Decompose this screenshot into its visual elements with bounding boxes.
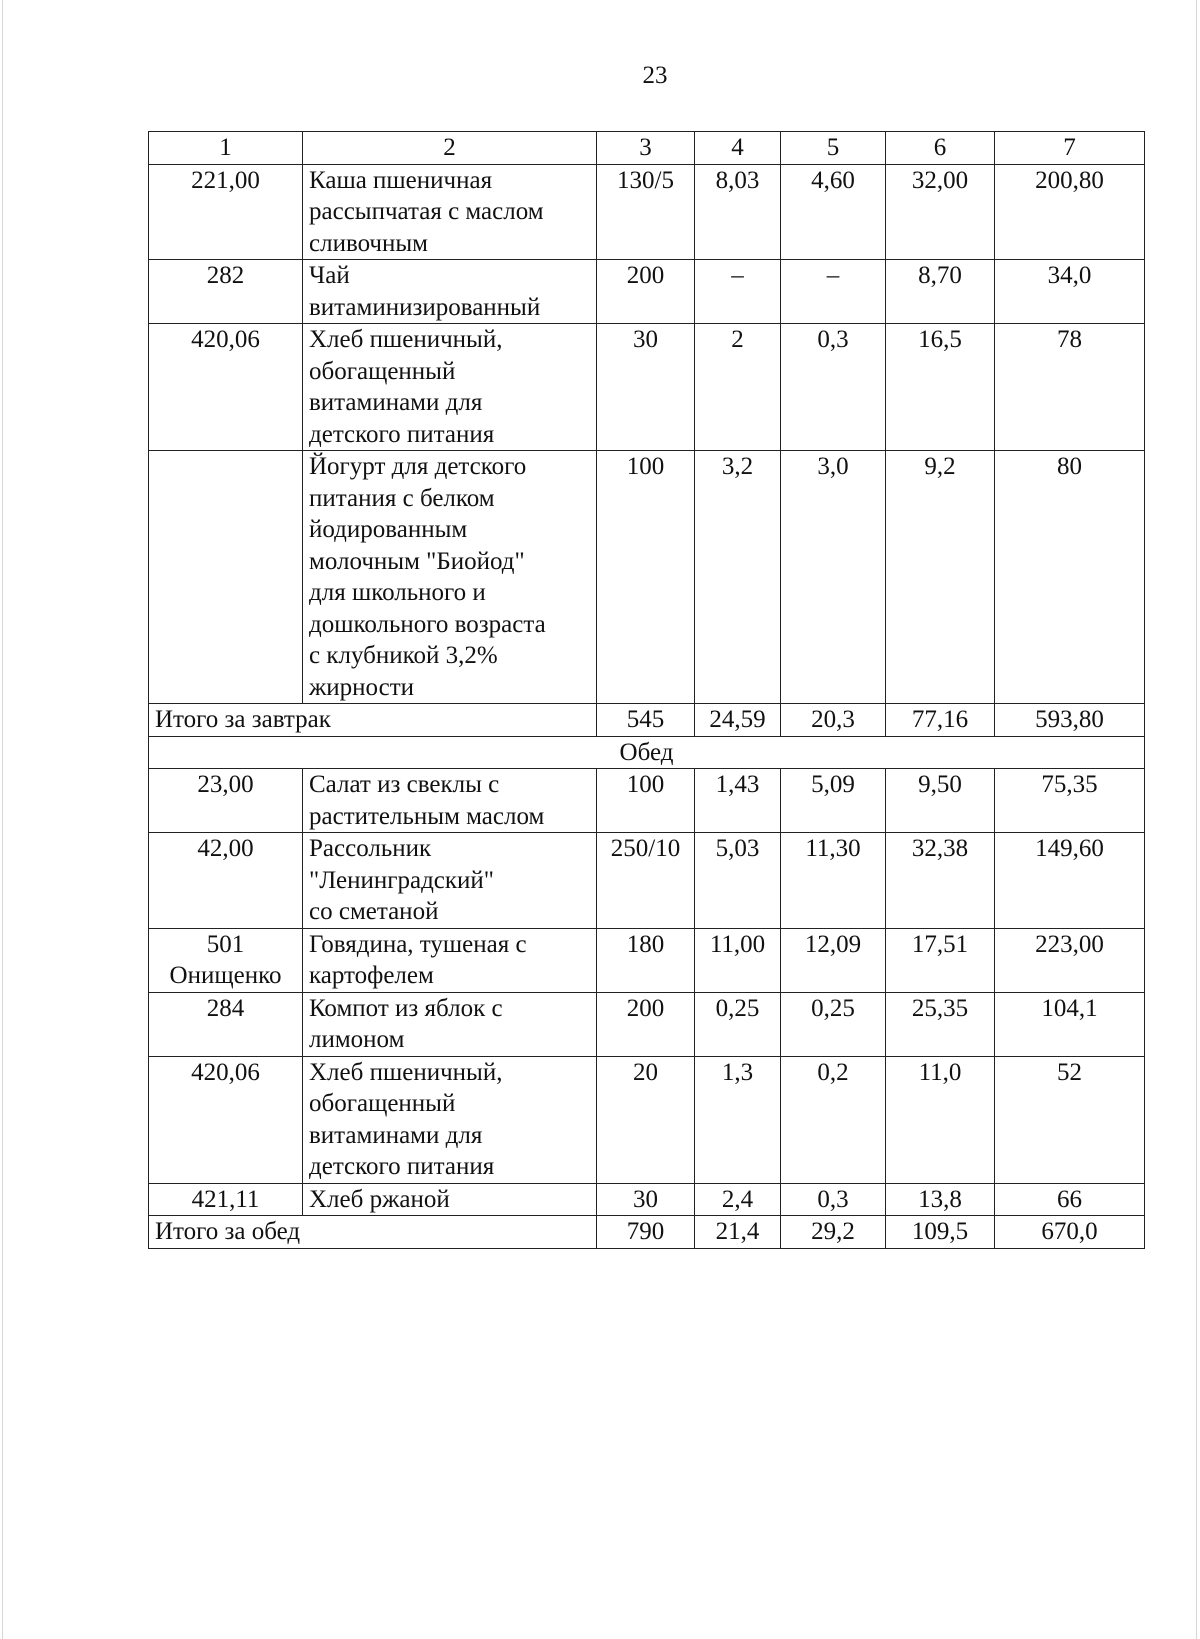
value-cell-7: 78 bbox=[995, 324, 1145, 451]
table-row bbox=[149, 992, 1145, 1056]
portion-cell: 100 bbox=[597, 769, 695, 833]
total-value-cell-5: 29,2 bbox=[781, 1216, 886, 1249]
total-portion-cell: 790 bbox=[597, 1216, 695, 1249]
value-cell-4: 3,2 bbox=[695, 451, 781, 704]
header-cell-3: 3 bbox=[597, 132, 695, 165]
table-row bbox=[149, 833, 1145, 929]
scan-edge-left bbox=[2, 0, 3, 1639]
total-value-cell-6: 77,16 bbox=[886, 704, 995, 737]
table-row bbox=[149, 769, 1145, 833]
portion-cell: 200 bbox=[597, 992, 695, 1056]
portion-cell: 100 bbox=[597, 451, 695, 704]
table-row bbox=[149, 260, 1145, 324]
dish-name-cell: Говядина, тушеная с картофелем bbox=[303, 928, 597, 992]
dish-name-cell: Хлеб пшеничный, обогащенный витаминами для детского питания bbox=[303, 1056, 597, 1183]
value-cell-4: 2 bbox=[695, 324, 781, 451]
dish-name-cell: Каша пшеничная рассыпчатая с маслом сливочным bbox=[303, 164, 597, 260]
table-row bbox=[149, 1183, 1145, 1216]
value-cell-6: 9,2 bbox=[886, 451, 995, 704]
recipe-code-cell: 421,11 bbox=[149, 1183, 303, 1216]
value-cell-5: 0,25 bbox=[781, 992, 886, 1056]
value-cell-4: 1,3 bbox=[695, 1056, 781, 1183]
menu-table-body bbox=[149, 132, 1145, 1249]
recipe-code-cell: 501 Онищенко bbox=[149, 928, 303, 992]
breakfast-total-row bbox=[149, 704, 1145, 737]
value-cell-7: 80 bbox=[995, 451, 1145, 704]
value-cell-7: 149,60 bbox=[995, 833, 1145, 929]
value-cell-5: 12,09 bbox=[781, 928, 886, 992]
dish-name-cell: Салат из свеклы с растительным маслом bbox=[303, 769, 597, 833]
page-number: 23 bbox=[642, 62, 668, 89]
value-cell-5: 4,60 bbox=[781, 164, 886, 260]
value-cell-6: 9,50 bbox=[886, 769, 995, 833]
value-cell-5: 5,09 bbox=[781, 769, 886, 833]
portion-cell: 130/5 bbox=[597, 164, 695, 260]
dish-name-cell: Йогурт для детского питания с белком йодированным молочным "Биойод" для школьного и дошкольного возраста с клубникой 3,2% жирности bbox=[303, 451, 597, 704]
value-cell-5: 3,0 bbox=[781, 451, 886, 704]
portion-cell: 30 bbox=[597, 1183, 695, 1216]
value-cell-5: 0,3 bbox=[781, 1183, 886, 1216]
recipe-code-cell: 23,00 bbox=[149, 769, 303, 833]
value-cell-4: 1,43 bbox=[695, 769, 781, 833]
total-value-cell-4: 21,4 bbox=[695, 1216, 781, 1249]
total-value-cell-7: 670,0 bbox=[995, 1216, 1145, 1249]
lunch-total-row bbox=[149, 1216, 1145, 1249]
recipe-code-cell: 282 bbox=[149, 260, 303, 324]
lunch-section-row bbox=[149, 736, 1145, 769]
header-cell-7: 7 bbox=[995, 132, 1145, 165]
table-row bbox=[149, 451, 1145, 704]
dish-name-cell: Чай витаминизированный bbox=[303, 260, 597, 324]
value-cell-6: 16,5 bbox=[886, 324, 995, 451]
value-cell-7: 104,1 bbox=[995, 992, 1145, 1056]
value-cell-4: 11,00 bbox=[695, 928, 781, 992]
total-portion-cell: 545 bbox=[597, 704, 695, 737]
total-label-cell: Итого за обед bbox=[149, 1216, 597, 1249]
header-cell-5: 5 bbox=[781, 132, 886, 165]
recipe-code-cell: 284 bbox=[149, 992, 303, 1056]
table-row bbox=[149, 928, 1145, 992]
header-row bbox=[149, 132, 1145, 165]
header-cell-2: 2 bbox=[303, 132, 597, 165]
value-cell-6: 8,70 bbox=[886, 260, 995, 324]
value-cell-5: 11,30 bbox=[781, 833, 886, 929]
value-cell-4: 2,4 bbox=[695, 1183, 781, 1216]
portion-cell: 180 bbox=[597, 928, 695, 992]
table-row bbox=[149, 324, 1145, 451]
dish-name-cell: Хлеб пшеничный, обогащенный витаминами для детского питания bbox=[303, 324, 597, 451]
value-cell-6: 25,35 bbox=[886, 992, 995, 1056]
table-row bbox=[149, 1056, 1145, 1183]
portion-cell: 20 bbox=[597, 1056, 695, 1183]
total-label-cell: Итого за завтрак bbox=[149, 704, 597, 737]
value-cell-6: 32,38 bbox=[886, 833, 995, 929]
portion-cell: 200 bbox=[597, 260, 695, 324]
scan-edge-right bbox=[1196, 0, 1197, 1639]
value-cell-5: – bbox=[781, 260, 886, 324]
value-cell-7: 34,0 bbox=[995, 260, 1145, 324]
header-cell-6: 6 bbox=[886, 132, 995, 165]
portion-cell: 30 bbox=[597, 324, 695, 451]
recipe-code-cell: 420,06 bbox=[149, 324, 303, 451]
value-cell-5: 0,3 bbox=[781, 324, 886, 451]
dish-name-cell: Рассольник "Ленинградский" со сметаной bbox=[303, 833, 597, 929]
value-cell-6: 13,8 bbox=[886, 1183, 995, 1216]
menu-table bbox=[148, 131, 1145, 1249]
value-cell-6: 11,0 bbox=[886, 1056, 995, 1183]
value-cell-5: 0,2 bbox=[781, 1056, 886, 1183]
header-cell-1: 1 bbox=[149, 132, 303, 165]
value-cell-6: 17,51 bbox=[886, 928, 995, 992]
total-value-cell-6: 109,5 bbox=[886, 1216, 995, 1249]
value-cell-6: 32,00 bbox=[886, 164, 995, 260]
value-cell-4: 0,25 bbox=[695, 992, 781, 1056]
value-cell-7: 75,35 bbox=[995, 769, 1145, 833]
value-cell-7: 66 bbox=[995, 1183, 1145, 1216]
recipe-code-cell: 42,00 bbox=[149, 833, 303, 929]
recipe-code-cell bbox=[149, 451, 303, 704]
portion-cell: 250/10 bbox=[597, 833, 695, 929]
value-cell-4: 8,03 bbox=[695, 164, 781, 260]
value-cell-7: 223,00 bbox=[995, 928, 1145, 992]
total-value-cell-4: 24,59 bbox=[695, 704, 781, 737]
section-label-cell: Обед bbox=[149, 736, 1145, 769]
value-cell-7: 200,80 bbox=[995, 164, 1145, 260]
dish-name-cell: Хлеб ржаной bbox=[303, 1183, 597, 1216]
total-value-cell-5: 20,3 bbox=[781, 704, 886, 737]
recipe-code-cell: 420,06 bbox=[149, 1056, 303, 1183]
value-cell-7: 52 bbox=[995, 1056, 1145, 1183]
value-cell-4: 5,03 bbox=[695, 833, 781, 929]
dish-name-cell: Компот из яблок с лимоном bbox=[303, 992, 597, 1056]
total-value-cell-7: 593,80 bbox=[995, 704, 1145, 737]
table-row bbox=[149, 164, 1145, 260]
recipe-code-cell: 221,00 bbox=[149, 164, 303, 260]
value-cell-4: – bbox=[695, 260, 781, 324]
header-cell-4: 4 bbox=[695, 132, 781, 165]
